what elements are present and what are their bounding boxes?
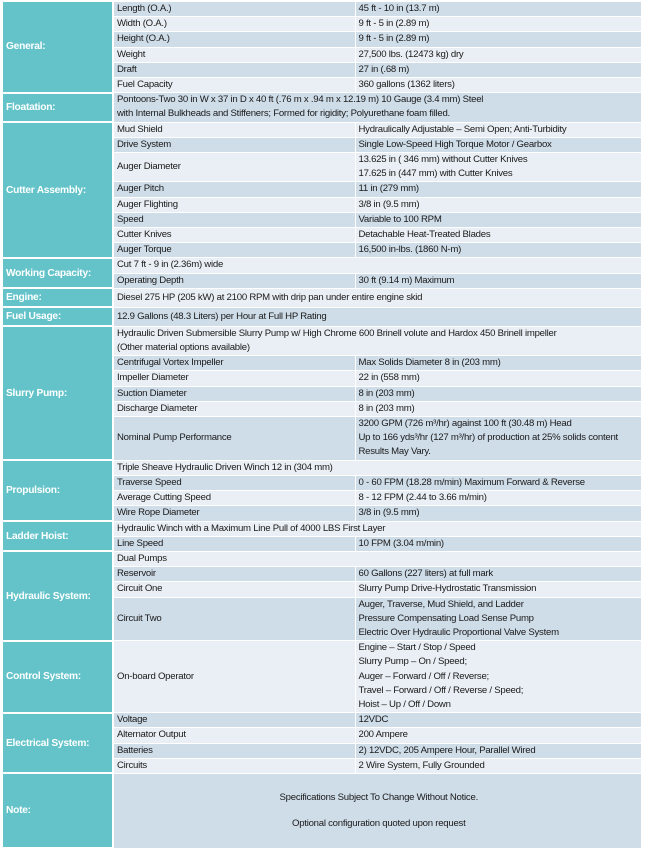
- spec-full-value: [113, 326, 641, 355]
- spec-value: [355, 182, 641, 197]
- spec-value: [355, 713, 641, 728]
- spec-key: Mud Shield: [113, 122, 355, 137]
- group-header-general: General:: [3, 2, 113, 93]
- spec-key: Suction Diameter: [113, 386, 355, 401]
- spec-value-line: Dual Pumps: [117, 552, 167, 564]
- spec-value-line: Travel – Forward / Off / Reverse / Speed;: [358, 684, 524, 696]
- spec-row: [3, 641, 641, 713]
- spec-row: [3, 258, 641, 273]
- spec-key: Draft: [113, 62, 355, 77]
- note-spacer: [117, 805, 641, 817]
- group-header-engine: Engine:: [3, 288, 113, 307]
- spec-key: Batteries: [113, 743, 355, 758]
- note-row: [3, 773, 641, 848]
- spec-value-line: 9 ft - 5 in (2.89 m): [358, 33, 430, 45]
- spec-value-line: 2 Wire System, Fully Grounded: [358, 759, 485, 771]
- spec-value-line: 8 in (203 mm): [358, 402, 415, 414]
- spec-value-line: Auger, Traverse, Mud Shield, and Ladder: [358, 598, 524, 610]
- spec-key: Fuel Capacity: [113, 78, 355, 93]
- spec-row: [3, 713, 641, 728]
- spec-value-line: Up to 166 yds³/hr (127 m³/hr) of production at 25% solids content: [358, 432, 618, 444]
- spec-value: [355, 212, 641, 227]
- spec-row: [3, 326, 641, 355]
- group-header-note: Note:: [3, 773, 113, 848]
- spec-value-line: 9 ft - 5 in (2.89 m): [358, 18, 430, 30]
- spec-key: Centrifugal Vortex Impeller: [113, 356, 355, 371]
- spec-value-line: 3/8 in (9.5 mm): [358, 198, 420, 210]
- spec-value-line: Pressure Compensating Load Sense Pump: [358, 612, 534, 624]
- spec-value-line: Engine – Start / Stop / Speed: [358, 642, 476, 654]
- spec-value-line: Diesel 275 HP (205 kW) at 2100 RPM with drip pan under entire engine skid: [117, 291, 423, 303]
- spec-value: [355, 356, 641, 371]
- group-header-cutter-assembly: Cutter Assembly:: [3, 122, 113, 258]
- spec-full-value: [113, 307, 641, 326]
- spec-value: [355, 401, 641, 416]
- spec-value-line: Triple Sheave Hydraulic Driven Winch 12 in (304 mm): [117, 461, 333, 473]
- spec-value-line: 0 - 60 FPM (18.28 m/min) Maximum Forward & Reverse: [358, 476, 585, 488]
- spec-value: [355, 371, 641, 386]
- spec-key: Drive System: [113, 137, 355, 152]
- group-header-ladder-hoist: Ladder Hoist:: [3, 521, 113, 551]
- spec-value: [355, 758, 641, 773]
- spec-key: Circuit One: [113, 582, 355, 597]
- group-header-hydraulic-system: Hydraulic System:: [3, 551, 113, 640]
- note-line: Specifications Subject To Change Without Notice.: [279, 791, 478, 803]
- spec-key: Impeller Diameter: [113, 371, 355, 386]
- spec-value: [355, 47, 641, 62]
- spec-key: Width (O.A.): [113, 17, 355, 32]
- spec-value-line: 60 Gallons (227 liters) at full mark: [358, 568, 493, 580]
- spec-value-line: 360 gallons (1362 liters): [358, 79, 455, 91]
- spec-key: Length (O.A.): [113, 2, 355, 17]
- spec-value-line: 13.625 in ( 346 mm) without Cutter Knives: [358, 154, 528, 166]
- spec-key: Auger Torque: [113, 243, 355, 258]
- spec-value-line: Slurry Pump Drive-Hydrostatic Transmission: [358, 583, 537, 595]
- spec-value: [355, 273, 641, 288]
- spec-value-line: 22 in (558 mm): [358, 372, 420, 384]
- spec-value-line: 45 ft - 10 in (13.7 m): [358, 3, 440, 14]
- spec-full-value: [113, 521, 641, 536]
- spec-value: [355, 386, 641, 401]
- spec-key: Discharge Diameter: [113, 401, 355, 416]
- spec-value-line: Single Low-Speed High Torque Motor / Gearbox: [358, 138, 552, 150]
- spec-row: [3, 93, 641, 122]
- spec-key: Line Speed: [113, 536, 355, 551]
- spec-value-line: 30 ft (9.14 m) Maximum: [358, 274, 455, 286]
- spec-value-line: Hoist – Up / Off / Down: [358, 698, 451, 710]
- spec-value-line: Hydraulic Winch with a Maximum Line Pull of 4000 LBS First Layer: [117, 522, 386, 534]
- spec-key: Circuit Two: [113, 597, 355, 641]
- spec-value: [355, 743, 641, 758]
- spec-row: [3, 551, 641, 566]
- spec-row: [3, 307, 641, 326]
- spec-value-line: 12VDC: [358, 714, 389, 726]
- spec-value: [355, 153, 641, 182]
- spec-value-line: Cut 7 ft - 9 in (2.36m) wide: [117, 259, 224, 271]
- spec-key: Operating Depth: [113, 273, 355, 288]
- spec-value-line: Detachable Heat-Treated Blades: [358, 229, 491, 241]
- spec-value: [355, 243, 641, 258]
- spec-key: Nominal Pump Performance: [113, 417, 355, 461]
- spec-value: [355, 62, 641, 77]
- spec-value-line: Results May Vary.: [358, 446, 431, 458]
- group-header-floatation: Floatation:: [3, 93, 113, 122]
- spec-value-line: Auger – Forward / Off / Reverse;: [358, 670, 489, 682]
- spec-value-line: 10 FPM (3.04 m/min): [358, 537, 444, 549]
- group-header-fuel-usage: Fuel Usage:: [3, 307, 113, 326]
- spec-full-value: [113, 258, 641, 273]
- spec-key: Cutter Knives: [113, 228, 355, 243]
- spec-row: [3, 122, 641, 137]
- spec-key: Auger Pitch: [113, 182, 355, 197]
- spec-key: Weight: [113, 47, 355, 62]
- spec-value: [355, 567, 641, 582]
- spec-value-line: Hydraulically Adjustable – Semi Open; Anti-Turbidity: [358, 123, 567, 135]
- spec-value: [355, 137, 641, 152]
- spec-value-line: (Other material options available): [117, 342, 250, 354]
- specifications-body: [3, 2, 641, 848]
- spec-value-line: 27,500 lbs. (12473 kg) dry: [358, 48, 464, 60]
- spec-value: [355, 228, 641, 243]
- spec-row: [3, 521, 641, 536]
- spec-value: [355, 728, 641, 743]
- spec-key: Speed: [113, 212, 355, 227]
- spec-key: On-board Operator: [113, 641, 355, 713]
- spec-value: [355, 536, 641, 551]
- spec-value: [355, 197, 641, 212]
- spec-value-line: 2) 12VDC, 205 Ampere Hour, Parallel Wired: [358, 744, 536, 756]
- spec-value-line: 12.9 Gallons (48.3 Liters) per Hour at Full HP Rating: [117, 310, 327, 322]
- spec-value: [355, 32, 641, 47]
- spec-value: [355, 417, 641, 461]
- spec-value-line: 27 in (.68 m): [358, 63, 410, 75]
- spec-value-line: Pontoons-Two 30 in W x 37 in D x 40 ft (.76 m x .94 m x 12.19 m) 10 Gauge (3.4 mm) Steel: [117, 94, 484, 106]
- spec-value-line: Variable to 100 RPM: [358, 213, 442, 225]
- spec-value: [355, 78, 641, 93]
- note-text: [113, 773, 641, 848]
- spec-key: Auger Diameter: [113, 153, 355, 182]
- group-header-propulsion: Propulsion:: [3, 460, 113, 521]
- spec-row: [3, 2, 641, 17]
- spec-value: [355, 2, 641, 17]
- spec-value-line: 200 Ampere: [358, 729, 408, 741]
- spec-value: [355, 506, 641, 521]
- spec-full-value: [113, 460, 641, 475]
- specifications-table: [3, 2, 642, 849]
- spec-value-line: Hydraulic Driven Submersible Slurry Pump w/ High Chrome 600 Brinell volute and Hardox 450 Brinell impeller: [117, 327, 557, 339]
- spec-value-line: 8 - 12 FPM (2.44 to 3.66 m/min): [358, 492, 487, 504]
- group-header-control-system: Control System:: [3, 641, 113, 713]
- spec-value-line: 17.625 in (447 mm) with Cutter Knives: [358, 168, 513, 180]
- spec-value-line: 3200 GPM (726 m³/hr) against 100 ft (30.48 m) Head: [358, 418, 572, 430]
- spec-key: Voltage: [113, 713, 355, 728]
- spec-value-line: 3/8 in (9.5 mm): [358, 507, 420, 519]
- spec-row: [3, 460, 641, 475]
- spec-value: [355, 641, 641, 713]
- spec-value: [355, 597, 641, 641]
- spec-key: Traverse Speed: [113, 475, 355, 490]
- spec-value: [355, 491, 641, 506]
- spec-value-line: Slurry Pump – On / Speed;: [358, 656, 467, 668]
- spec-key: Auger Flighting: [113, 197, 355, 212]
- spec-value: [355, 582, 641, 597]
- spec-full-value: [113, 93, 641, 122]
- spec-value: [355, 17, 641, 32]
- spec-full-value: [113, 288, 641, 307]
- note-line: Optional configuration quoted upon request: [291, 817, 466, 829]
- spec-full-value: [113, 551, 641, 566]
- spec-row: [3, 288, 641, 307]
- spec-value-line: 16,500 in-lbs. (1860 N-m): [358, 244, 462, 256]
- spec-key: Alternator Output: [113, 728, 355, 743]
- group-header-working-capacity: Working Capacity:: [3, 258, 113, 288]
- spec-key: Average Cutting Speed: [113, 491, 355, 506]
- spec-key: Height (O.A.): [113, 32, 355, 47]
- group-header-slurry-pump: Slurry Pump:: [3, 326, 113, 460]
- spec-key: Circuits: [113, 758, 355, 773]
- spec-value-line: with Internal Bulkheads and Stiffeners; Formed for rigidity; Polyurethane foam filled.: [117, 108, 450, 120]
- spec-value-line: Electric Over Hydraulic Proportional Valve System: [358, 626, 559, 638]
- spec-key: Reservoir: [113, 567, 355, 582]
- spec-value: [355, 475, 641, 490]
- spec-value: [355, 122, 641, 137]
- spec-key: Wire Rope Diameter: [113, 506, 355, 521]
- group-header-electrical-system: Electrical System:: [3, 713, 113, 774]
- spec-value-line: 8 in (203 mm): [358, 387, 415, 399]
- spec-value-line: 11 in (279 mm): [358, 183, 419, 195]
- spec-value-line: Max Solids Diameter 8 in (203 mm): [358, 357, 501, 369]
